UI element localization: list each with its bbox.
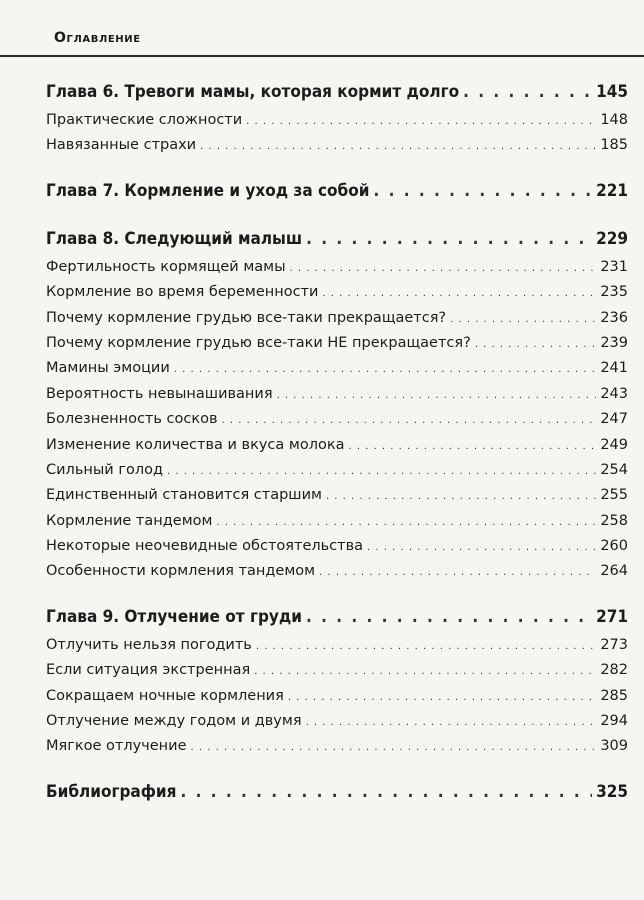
dot-leader (349, 441, 597, 452)
bibliography-section (46, 782, 628, 812)
toc-item (46, 112, 628, 137)
toc-item (46, 310, 628, 335)
dot-leader (254, 666, 596, 677)
dot-leader (290, 263, 597, 274)
bibliography-entry (46, 782, 628, 812)
toc-item-title: Почему кормление грудью все-таки НЕ прекращается? (46, 334, 471, 351)
dot-leader (367, 542, 596, 553)
toc-item-page: 231 (600, 258, 628, 275)
dot-leader (322, 288, 596, 299)
toc-item-title: Если ситуация экстренная (46, 662, 251, 679)
toc-item (46, 386, 628, 411)
toc-item (46, 538, 628, 563)
dot-leader (246, 116, 596, 127)
toc-item (46, 487, 628, 512)
toc-item-page: 282 (600, 662, 628, 679)
dot-leader (319, 567, 596, 578)
chapter-7-page: 221 (596, 180, 628, 201)
toc-item-page: 239 (600, 334, 628, 351)
dot-leader (191, 742, 597, 753)
chapter-6-section (46, 82, 628, 163)
toc-item-title: Сокращаем ночные кормления (46, 687, 284, 704)
toc-item-page: 249 (600, 436, 628, 453)
toc-item-title: Единственный становится старшим (46, 487, 322, 504)
toc-item (46, 513, 628, 538)
toc-item-page: 148 (600, 112, 628, 128)
dot-leader (475, 339, 597, 350)
toc-item-page: 294 (600, 713, 628, 730)
dot-leader (306, 229, 592, 249)
dot-leader (174, 364, 597, 375)
toc-item (46, 335, 628, 360)
dot-leader (167, 466, 596, 477)
toc-item-title: Изменение количества и вкуса молока (46, 436, 345, 453)
toc-item-page: 285 (600, 687, 628, 704)
chapter-9-entry (46, 607, 628, 637)
toc-item-title: Кормление тандемом (46, 512, 213, 529)
toc-item (46, 462, 628, 487)
dot-leader (200, 141, 596, 152)
chapter-7-section (46, 181, 628, 211)
chapter-9-title: Глава 9. Отлучение от груди (46, 606, 302, 627)
toc-item (46, 738, 628, 763)
toc-item-title: Практические сложности (46, 112, 243, 128)
toc-item-title: Кормление во время беременности (46, 284, 319, 301)
toc-item-page: 235 (600, 284, 628, 301)
toc-item-page: 247 (600, 411, 628, 428)
dot-leader (306, 717, 597, 728)
dot-leader (463, 82, 592, 102)
toc-item (46, 713, 628, 738)
dot-leader (216, 517, 596, 528)
toc-item-page: 236 (600, 309, 628, 326)
dot-leader (450, 314, 596, 325)
dot-leader (277, 390, 597, 401)
chapter-8-title: Глава 8. Следующий малыш (46, 228, 303, 249)
toc-item (46, 284, 628, 309)
dot-leader (288, 692, 596, 703)
toc-item-title: Отлучить нельзя погодить (46, 636, 252, 653)
chapter-6-entry (46, 82, 628, 112)
toc-item-page: 309 (600, 738, 628, 755)
chapter-9-page: 271 (596, 606, 628, 627)
running-header (0, 0, 644, 60)
table-of-contents (46, 82, 628, 830)
bibliography-title: Библиография (46, 781, 177, 802)
toc-item (46, 563, 628, 588)
toc-item-title: Почему кормление грудью все-таки прекращается? (46, 309, 447, 326)
toc-item-title: Сильный голод (46, 461, 163, 478)
toc-item-page: 264 (600, 563, 628, 580)
chapter-6-page: 145 (596, 82, 628, 102)
toc-item-title: Мягкое отлучение (46, 738, 187, 755)
chapter-7-entry (46, 181, 628, 211)
toc-item-title: Болезненность сосков (46, 411, 218, 428)
toc-item-title: Некоторые неочевидные обстоятельства (46, 538, 364, 555)
toc-item (46, 637, 628, 662)
toc-item-page: 258 (600, 512, 628, 529)
toc-item (46, 662, 628, 687)
toc-item-title: Отлучение между годом и двумя (46, 713, 302, 730)
dot-leader (326, 491, 596, 502)
toc-item-title: Фертильность кормящей мамы (46, 258, 286, 275)
toc-item-title: Навязанные страхи (46, 137, 197, 154)
dot-leader (222, 415, 597, 426)
header-rule (0, 55, 644, 57)
toc-item-page: 185 (600, 137, 628, 154)
bibliography-page: 325 (596, 781, 628, 802)
toc-item-page: 254 (600, 461, 628, 478)
toc-item-page: 243 (600, 385, 628, 402)
chapter-8-page: 229 (596, 228, 628, 249)
toc-item (46, 360, 628, 385)
toc-item (46, 137, 628, 162)
dot-leader (180, 782, 592, 802)
dot-leader (306, 607, 592, 627)
toc-item-title: Особенности кормления тандемом (46, 563, 316, 580)
toc-item-page: 260 (600, 538, 628, 555)
toc-item (46, 437, 628, 462)
chapter-6-title: Глава 6. Тревоги мамы, которая кормит долго (46, 82, 460, 102)
toc-item (46, 259, 628, 284)
toc-item-page: 255 (600, 487, 628, 504)
chapter-8-entry (46, 229, 628, 259)
chapter-8-section (46, 229, 628, 589)
chapter-7-title: Глава 7. Кормление и уход за собой (46, 180, 370, 201)
toc-item-title: Вероятность невынашивания (46, 385, 273, 402)
toc-item-page: 273 (600, 636, 628, 653)
toc-item (46, 688, 628, 713)
chapter-9-section (46, 607, 628, 764)
dot-leader (373, 181, 592, 201)
toc-item-title: Мамины эмоции (46, 360, 170, 377)
toc-item-page: 241 (600, 360, 628, 377)
running-header-title: Оглавление (54, 30, 141, 46)
toc-item (46, 411, 628, 436)
dot-leader (256, 641, 596, 652)
